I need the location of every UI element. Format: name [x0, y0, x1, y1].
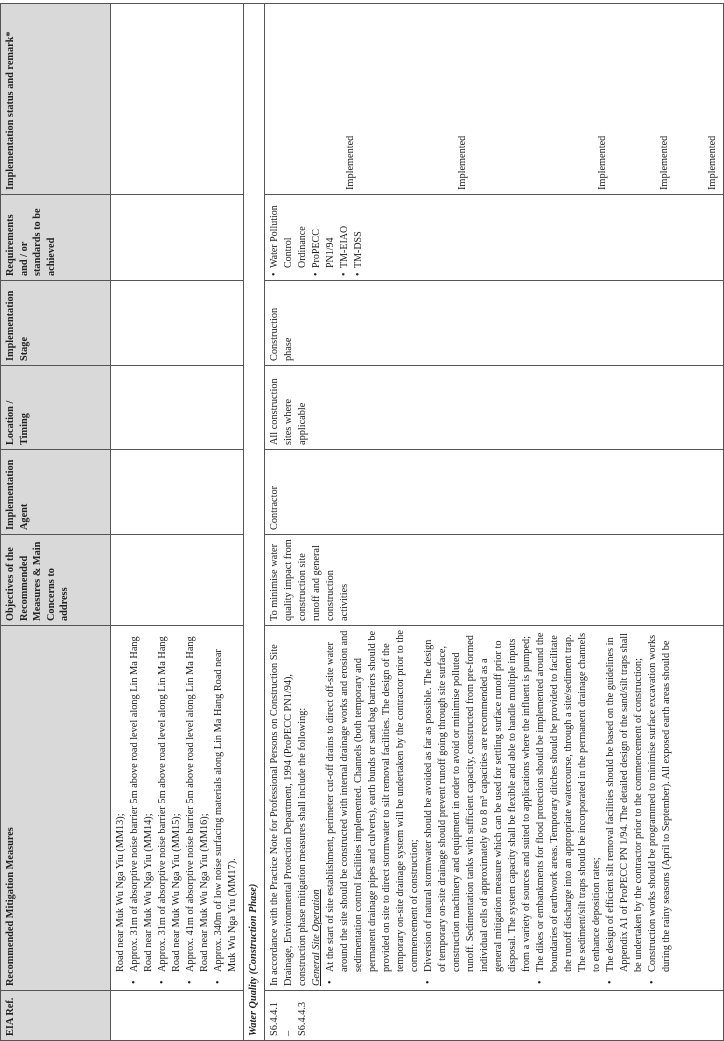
list-item: • Approx. 31m of absorptive noise barrier 5m above road level along Lin Ma Hang Road near Muk Wu Nga Yiu (MM14); — [128, 630, 156, 972]
col-measures: Recommended Mitigation Measures — [1, 626, 111, 991]
cell-empty — [111, 366, 244, 450]
col-eia-ref: EIA Ref. — [1, 991, 111, 1041]
status-implemented-3: Implemented — [597, 135, 608, 190]
col-location: Location / Timing — [1, 366, 111, 450]
mitigation-measures-table — [0, 3, 724, 1041]
cell-noise-measures — [111, 626, 244, 991]
table-row-water-quality — [265, 4, 724, 1041]
water-intro: In accordance with the Practice Note for Professional Persons on Construction Site Drainage, Environmental Protection Department, 1994 (ProPECC PN1/94), construction phase mitigation measures shall include the following: — [269, 644, 308, 986]
header-row — [1, 4, 111, 1041]
cell-empty — [111, 4, 244, 195]
cell-stage: Construction phase — [265, 281, 724, 366]
eia-ref-start: S6.4.4.1 — [269, 1001, 280, 1036]
status-implemented-2: Implemented — [457, 135, 468, 190]
cell-eia-ref — [265, 991, 724, 1041]
cell-agent: Contractor — [265, 450, 724, 535]
cell-objectives: To minimise water quality impact from construction site runoff and general construction activities — [265, 535, 724, 626]
cell-empty — [111, 450, 244, 535]
status-implemented-1: Implemented — [345, 135, 356, 190]
eia-ref-dash: – — [283, 1030, 294, 1036]
section-title: Water Quality (Construction Phase) — [244, 4, 265, 1041]
list-item: • Approx. 31m of absorptive noise barrier 5m above road level along Lin Ma Hang Road near Muk Wu Nga Yiu (MM15); — [156, 630, 184, 972]
cell-empty — [111, 195, 244, 281]
table-row-noise-continued — [111, 4, 244, 1041]
list-item: • Approx. 41m of absorptive noise barrier 5m above road level along Lin Ma Hang Road near Muk Wu Nga Yiu (MM16); — [184, 630, 212, 972]
col-stage: Implementation Stage — [1, 281, 111, 366]
cell-water-measures — [265, 626, 724, 991]
cell-empty — [111, 535, 244, 626]
list-item: • Approx. 340m of low noise surfacing materials along Lin Ma Hang Road near Muk Wu Nga Yiu (MM17). — [212, 630, 240, 972]
list-item: • TM-DSS — [352, 199, 366, 268]
cell-requirements — [265, 195, 724, 281]
cell-empty-ref — [111, 991, 244, 1041]
col-status: Implementation status and remark* — [1, 4, 111, 195]
noise-lead-line: Road near Muk Wu Nga Yiu (MM13); — [115, 813, 126, 972]
col-requirements: Requirements and / or standards to be achieved — [1, 195, 111, 281]
status-implemented-4: Implemented — [659, 135, 670, 190]
water-subheading: General Site Operation — [311, 889, 322, 986]
cell-status — [265, 4, 724, 195]
list-item: • At the start of site establishment, perimeter cut-off drains to direct off-site water around the site should be constructed with internal drainage works and erosion and sedimentation control facilities implemented. Channels (both temporary and permanent drainage pipes and culverts), earth bunds or sand bag barriers should be provided on site to direct stormwater to silt removal facilities. The design of the temporary on-site drainage system will be undertaken by the contractor prior to the commencement of construction; — [324, 630, 422, 972]
list-item: • Diversion of natural stormwater should be avoided as far as possible. The design of temporary on-site drainage should prevent runoff going through site surface, construction machinery and equipment in order to avoid or minimise polluted runoff. Sedimentation tanks with sufficient capacity, constructed from pre-formed individual cells of approximately 6 to 8 m³ capacities are recommended as a general mitigation measure which can be used for settling surface runoff prior to disposal. The system capacity shall be flexible and able to handle multiple inputs from a variety of sources and suited to applications where the influent is pumped; — [422, 630, 534, 972]
list-item: • Water Pollution Control Ordinance — [268, 199, 310, 268]
section-header-row — [244, 4, 265, 1041]
list-item: • The dikes or embankments for flood protection should be implemented around the boundaries of earthwork areas. Temporary ditches should be provided to facilitate the runoff discharge into an appropriate watercourse, through a site/sediment trap. The sediment/silt traps should be incorporated in the permanent drainage channels to enhance deposition rates; — [534, 630, 604, 972]
status-implemented-5: Implemented — [707, 135, 718, 190]
list-item: • The design of efficient silt removal facilities should be based on the guidelines in Appendix A1 of ProPECC PN 1/94. The detailed design of the sand/silt traps shall be undertaken by the contractor prior to the commencement of construction; — [604, 630, 646, 972]
water-bullet-list — [324, 630, 674, 986]
cell-location: All construction sites where applicable — [265, 366, 724, 450]
cell-empty — [111, 281, 244, 366]
noise-bullet-list — [128, 630, 240, 986]
col-objectives: Objectives of the Recommended Measures & Main Concerns to address — [1, 535, 111, 626]
list-item: • TM-EIAO — [338, 199, 352, 268]
col-agent: Implementation Agent — [1, 450, 111, 535]
eia-ref-end: S6.4.4.3 — [297, 1001, 308, 1036]
requirements-list — [268, 199, 366, 276]
list-item: • Construction works should be programmed to minimise surface excavation works during the rainy seasons (April to September). All exposed earth areas should be — [646, 630, 674, 972]
list-item: • ProPECC PN1/94 — [310, 199, 338, 268]
